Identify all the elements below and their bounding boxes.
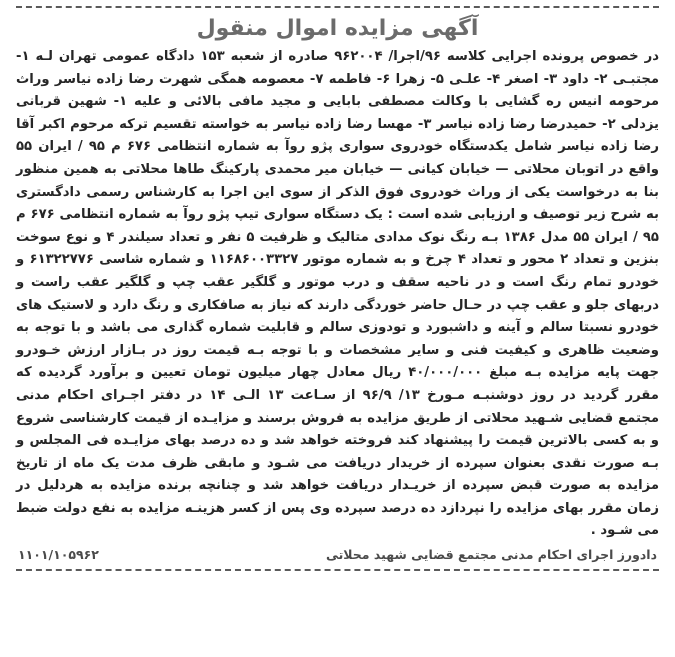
bottom-dashed-border <box>16 569 659 571</box>
notice-body: در خصوص پرونده اجرایی کلاسه ۹۶/اجرا/ ۹۶۲۰۰۴ صادره از شعبه ۱۵۳ دادگاه عمومی تهران لـه ۱- مجتبـی ۲- داود ۳- اصغر ۴- علـی ۵- زهرا ۶- فاطمه ۷- معصومه همگی شهرت رضا زاده نیاسر وراث مرحومه انیس ره گشایی با وکالت مصطفی بابایی و مجید مافی بالائی و علیه ۱- شهین قربانی یزدلی ۲- حمیدرضا رضا زاده نیاسر ۳- مهسا رضا زاده نیاسر به خواسته تقسیم ترکه مرحوم اکبر آقا رضا زاده نیاسر شامل یکدستگاه خودروی سواری پژو روآ به شماره انتظامی ۶۷۶ م ۹۵ / ایران ۵۵ واقع در اتوبان محلاتی — خیابان کیانی — خیابان میر محمدی پارکینگ طاها محلاتی به همین منظور بنا به درخواست یکی از وراث خودروی فوق الذکر از سوی این اجرا به کارشناس رسمی دادگستری به شرح زیر توصیف و ارزیابی شده است : یک دستگاه سواری تیپ پژو روآ به شماره انتظامی ۶۷۶ م ۹۵ / ایران ۵۵ مدل ۱۳۸۶ بـه رنگ نوک مدادی متالیک و ظرفیت ۵ نفر و تعداد سیلندر ۴ و نوع سوخت بنزین و تعداد ۲ محور و تعداد ۴ چرخ و به شماره موتور ۱۱۶۸۶۰۰۳۳۲۷ و شماره شاسی ۶۱۳۲۲۷۷۶ و خودرو تمام رنگ است و در ناحیه سقف و درب موتور و گلگیر عقب چپ و گلگیر عقب راست و دربهای جلو و عقب چپ در حـال حاضر خوردگی دارند که نیاز به صافکاری و رنگ دارد و لاستیک های خودرو نسبتا سالم و آینه و داشبورد و تودوزی سالم و قابلیت شماره گذاری می باشد و با توجه به وضعیت ظاهری و کیفیت فنی و سایر مشخصات و با توجه بـه قیمت روز در بـازار ارزش خـودرو جهت پایه مزایده بـه مبلغ ۴۰/۰۰۰/۰۰۰ ریال معادل چهار میلیون تومان تعیین و برآورد گردیده که مقرر گردید در روز دوشنبـه مـورخ ۱۳/ ۹۶/۹ از سـاعت ۱۳ الـی ۱۴ در دفتر اجـرای احکام مدنی مجتمع قضایی شـهید محلاتی از طریق مزایده به فروش برسند و مزایـده از قیمت کارشناسی شروع و به کسی بالاترین قیمت را پیشنهاد کند فروخته خواهد شد و ده درصد بهای مزایـده فی المجلس و بـه صورت نقدی بعنوان سپرده از خریدار دریافت می شـود و مابقی ظرف مدت یک ماه از تاریخ مزایده به صورت قبض سپرده از خریـدار دریافت خواهد شد و چنانچه برنده مزایده به هردلیل در زمان مقرر بهای مزایده را نپردازد ده درصد سپرده وی پس از کسر هزینـه مزایده به نفع دولت ضبط می شـود . <box>16 49 659 539</box>
top-dashed-border <box>16 6 659 8</box>
notice-code: ۱۱۰۱/۱۰۵۹۶۲ <box>18 547 99 563</box>
notice-footer <box>18 545 657 565</box>
notice-title: آگهی مزایده اموال منقول <box>196 16 479 41</box>
issuer-signature: دادورز اجرای احکام مدنی مجتمع قضایی شهید محلاتی <box>325 547 657 563</box>
